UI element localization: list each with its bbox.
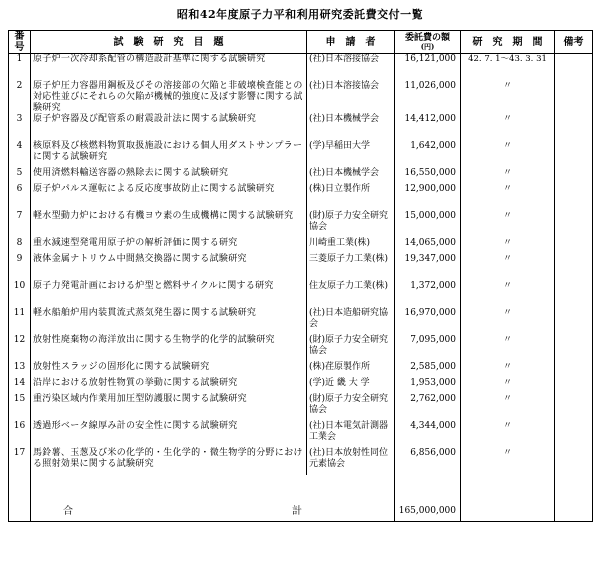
row-period: 〃 (461, 308, 555, 335)
total-row (9, 475, 593, 522)
row-remarks (555, 281, 593, 308)
table-row (9, 238, 593, 254)
row-applicant: 三菱原子力工業(株) (307, 254, 395, 281)
row-amount: 1,953,000 (395, 378, 461, 394)
row-remarks (555, 211, 593, 238)
row-subject: 軽水船舶炉用内装貫流式蒸気発生器に関する試験研究 (31, 308, 307, 335)
row-period: 〃 (461, 254, 555, 281)
table-row (9, 114, 593, 141)
row-amount: 19,347,000 (395, 254, 461, 281)
row-period: 〃 (461, 394, 555, 421)
row-applicant: (財)原子力安全研究協会 (307, 394, 395, 421)
row-number: 13 (9, 362, 31, 378)
row-applicant: 川崎重工業(株) (307, 238, 395, 254)
table-row (9, 378, 593, 394)
row-subject: 馬鈴薯、玉葱及び米の化学的・生化学的・微生物学的分野における照射効果に関する試験研究 (31, 448, 307, 475)
row-remarks (555, 362, 593, 378)
row-period: 〃 (461, 421, 555, 448)
row-remarks (555, 238, 593, 254)
row-remarks (555, 421, 593, 448)
row-remarks (555, 141, 593, 168)
table-row (9, 308, 593, 335)
row-remarks (555, 335, 593, 362)
row-applicant: (社)日本機械学会 (307, 168, 395, 184)
row-applicant: (学)近 畿 大 学 (307, 378, 395, 394)
table-body (9, 54, 593, 522)
row-number: 12 (9, 335, 31, 362)
row-applicant: (社)日本電気計測器工業会 (307, 421, 395, 448)
row-remarks (555, 168, 593, 184)
row-number: 16 (9, 421, 31, 448)
row-number: 17 (9, 448, 31, 475)
table-row (9, 335, 593, 362)
row-applicant: (株)荏原製作所 (307, 362, 395, 378)
table-row (9, 184, 593, 211)
row-number: 3 (9, 114, 31, 141)
row-remarks (555, 308, 593, 335)
row-remarks (555, 54, 593, 82)
row-amount: 4,344,000 (395, 421, 461, 448)
row-number: 2 (9, 81, 31, 114)
row-subject: 原子炉パルス運転による反応度事故防止に関する試験研究 (31, 184, 307, 211)
header-applicant: 申 請 者 (307, 31, 395, 54)
row-period: 〃 (461, 448, 555, 475)
row-amount: 2,585,000 (395, 362, 461, 378)
row-remarks (555, 448, 593, 475)
row-applicant: (学)早稲田大学 (307, 141, 395, 168)
row-period: 〃 (461, 81, 555, 114)
row-applicant: (社)日本造船研究協会 (307, 308, 395, 335)
row-subject: 重水減速型発電用原子炉の解析評価に関する研究 (31, 238, 307, 254)
row-period: 〃 (461, 362, 555, 378)
row-applicant: (株)日立製作所 (307, 184, 395, 211)
row-amount: 14,065,000 (395, 238, 461, 254)
total-no-cell (9, 475, 31, 522)
row-period: 42. 7. 1～43. 3. 31 (461, 54, 555, 82)
row-subject: 放射性廃棄物の海洋放出に関する生物学的化学的試験研究 (31, 335, 307, 362)
row-number: 6 (9, 184, 31, 211)
row-subject: 原子炉圧力容器用鋼板及びその溶接部の欠陥と非破壊検査能との対応性並びにそれらの欠陥が機械的強度に及ぼす影響に関する試験研究 (31, 81, 307, 114)
table-row (9, 168, 593, 184)
total-label-left: 合 (63, 506, 73, 517)
row-amount: 11,026,000 (395, 81, 461, 114)
total-label-cell (31, 475, 395, 522)
header-amount-unit: (円) (420, 42, 435, 51)
table-row (9, 281, 593, 308)
header-remarks: 備考 (555, 31, 593, 54)
row-number: 14 (9, 378, 31, 394)
row-period: 〃 (461, 114, 555, 141)
row-amount: 16,970,000 (395, 308, 461, 335)
row-number: 5 (9, 168, 31, 184)
table-row (9, 362, 593, 378)
row-period: 〃 (461, 141, 555, 168)
row-applicant: (財)原子力安全研究協会 (307, 211, 395, 238)
row-subject: 放射性スラッジの固形化に関する試験研究 (31, 362, 307, 378)
row-subject: 原子炉容器及び配管系の耐震設計法に関する試験研究 (31, 114, 307, 141)
row-remarks (555, 378, 593, 394)
table-row (9, 81, 593, 114)
row-period: 〃 (461, 184, 555, 211)
row-subject: 使用済燃料輸送容器の熱除去に関する試験研究 (31, 168, 307, 184)
row-amount: 15,000,000 (395, 211, 461, 238)
row-amount: 6,856,000 (395, 448, 461, 475)
row-subject: 軽水型動力炉における有機ヨウ素の生成機構に関する試験研究 (31, 211, 307, 238)
row-amount: 16,121,000 (395, 54, 461, 82)
table-row (9, 141, 593, 168)
row-amount: 12,900,000 (395, 184, 461, 211)
row-remarks (555, 394, 593, 421)
row-period: 〃 (461, 335, 555, 362)
row-number: 7 (9, 211, 31, 238)
document-title: 昭和42年度原子力平和利用研究委託費交付一覧 (176, 8, 424, 21)
row-number: 10 (9, 281, 31, 308)
row-remarks (555, 184, 593, 211)
row-period: 〃 (461, 211, 555, 238)
row-period: 〃 (461, 281, 555, 308)
row-applicant: (社)日本溶接協会 (307, 81, 395, 114)
row-applicant: (社)日本機械学会 (307, 114, 395, 141)
header-amount (395, 31, 461, 54)
table-row (9, 254, 593, 281)
table-row (9, 421, 593, 448)
row-remarks (555, 254, 593, 281)
row-amount: 2,762,000 (395, 394, 461, 421)
table-row (9, 211, 593, 238)
row-number: 1 (9, 54, 31, 82)
header-period: 研 究 期 間 (461, 31, 555, 54)
row-applicant: 住友原子力工業(株) (307, 281, 395, 308)
row-remarks (555, 114, 593, 141)
row-amount: 14,412,000 (395, 114, 461, 141)
total-label-right: 計 (292, 506, 302, 517)
row-applicant: (社)日本溶接協会 (307, 54, 395, 82)
row-number: 4 (9, 141, 31, 168)
row-applicant: (財)原子力安全研究協会 (307, 335, 395, 362)
total-remarks-cell (555, 475, 593, 522)
header-amount-label: 委託費の額 (404, 33, 450, 43)
table-row (9, 394, 593, 421)
row-number: 9 (9, 254, 31, 281)
row-subject: 原子炉一次冷却系配管の構造設計基準に関する試験研究 (31, 54, 307, 82)
row-subject: 沿岸における放射性物質の挙動に関する試験研究 (31, 378, 307, 394)
row-subject: 液体金属ナトリウム中間熱交換器に関する試験研究 (31, 254, 307, 281)
header-subject: 試 験 研 究 目 題 (31, 31, 307, 54)
row-applicant: (社)日本放射性同位元素協会 (307, 448, 395, 475)
total-label (33, 506, 392, 517)
row-subject: 透過形ベータ線厚み計の安全性に関する試験研究 (31, 421, 307, 448)
row-remarks (555, 81, 593, 114)
table-row (9, 54, 593, 82)
total-amount: 165,000,000 (395, 475, 461, 522)
table-row (9, 448, 593, 475)
row-period: 〃 (461, 168, 555, 184)
row-number: 8 (9, 238, 31, 254)
header-no: 番号 (9, 31, 31, 54)
total-period-cell (461, 475, 555, 522)
row-number: 11 (9, 308, 31, 335)
grant-table (8, 30, 593, 522)
row-period: 〃 (461, 238, 555, 254)
row-amount: 7,095,000 (395, 335, 461, 362)
row-number: 15 (9, 394, 31, 421)
row-subject: 原子力発電計画における炉型と燃料サイクルに関する研究 (31, 281, 307, 308)
row-subject: 核原料及び核燃料物質取扱施設における個人用ダストサンプラーに関する試験研究 (31, 141, 307, 168)
row-subject: 重汚染区域内作業用加圧型防護服に関する試験研究 (31, 394, 307, 421)
row-amount: 1,642,000 (395, 141, 461, 168)
header-row (9, 31, 593, 54)
row-amount: 1,372,000 (395, 281, 461, 308)
row-period: 〃 (461, 378, 555, 394)
row-amount: 16,550,000 (395, 168, 461, 184)
